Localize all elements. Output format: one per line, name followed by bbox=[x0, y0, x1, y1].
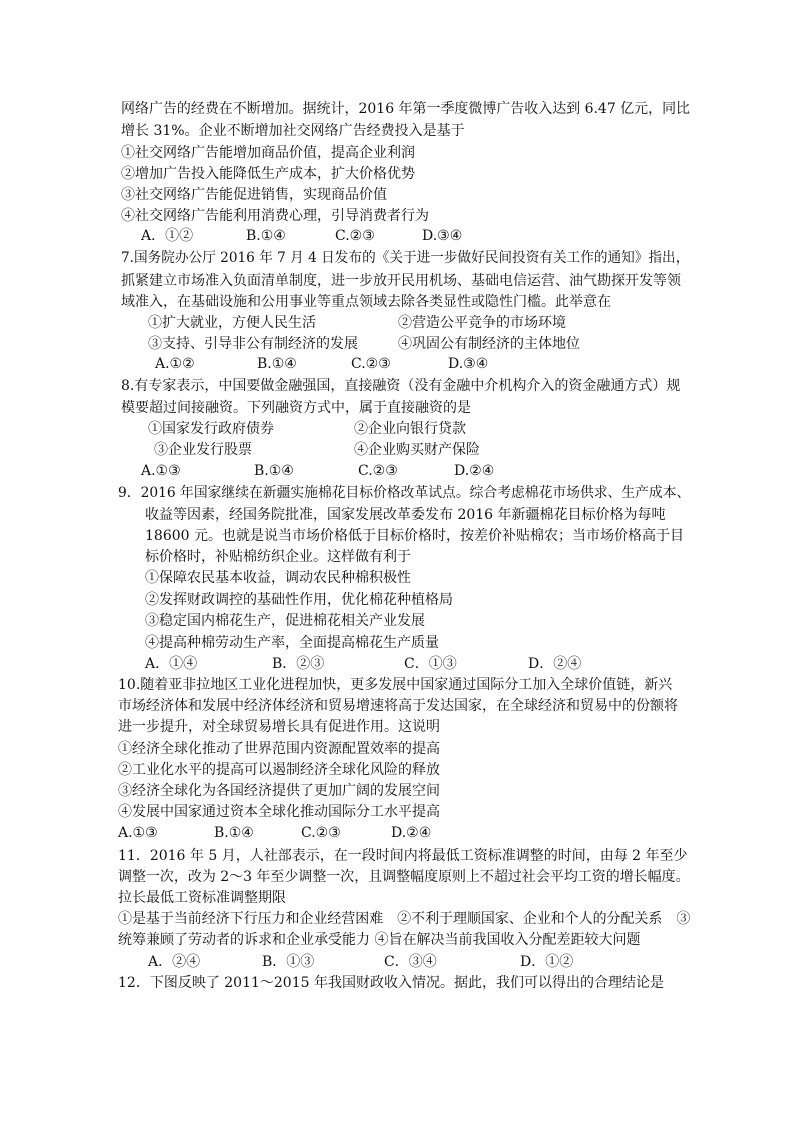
q10-item-3: ③经济全球化为各国经济提供了更加广阔的发展空间 bbox=[118, 783, 440, 799]
q6-option-b: B.①④ bbox=[246, 228, 286, 244]
q8-item-2: ②企业向银行贷款 bbox=[354, 421, 466, 437]
q10-stem-line-2: 市场经济体和发展中经济体经济和贸易增速将高于发达国家，在全球经济和贸易中的份额将 bbox=[118, 698, 678, 714]
q8-option-a: A.①③ bbox=[141, 463, 181, 479]
q11-option-a: A．②④ bbox=[148, 954, 201, 970]
q8-stem-line-2: 模要超过间接融资。下列融资方式中，属于直接融资的是 bbox=[121, 400, 471, 416]
q9-option-c: C．①③ bbox=[404, 656, 457, 672]
q8-item-1: ①国家发行政府债券 bbox=[148, 421, 274, 437]
q11-option-d: D．①② bbox=[520, 954, 574, 970]
q8-option-b: B.①④ bbox=[254, 463, 294, 479]
q6-item-1: ①社交网络广告能增加商品价值，提高企业利润 bbox=[121, 145, 415, 161]
q9-option-d: D．②④ bbox=[528, 656, 582, 672]
q7-option-d: D.③④ bbox=[448, 356, 489, 372]
q11-option-b: B．①③ bbox=[262, 954, 315, 970]
q12-stem-line-1: 12．下图反映了 2011～2015 年我国财政收入情况。据此，我们可以得出的合理结论是 bbox=[118, 975, 664, 991]
q9-stem-line-3: 18600 元。也就是说当市场价格低于目标价格时，按差价补贴棉农；当市场价格高于目 bbox=[145, 528, 684, 544]
q10-item-2: ②工业化水平的提高可以遏制经济全球化风险的释放 bbox=[118, 762, 440, 778]
q9-option-b: B．②③ bbox=[272, 656, 325, 672]
q6-stem-line-2: 增长 31%。企业不断增加社交网络广告经费投入是基于 bbox=[121, 123, 465, 139]
q10-item-1: ①经济全球化推动了世界范围内资源配置效率的提高 bbox=[118, 741, 440, 757]
q7-item-4: ④巩固公有制经济的主体地位 bbox=[398, 336, 580, 352]
q11-stem-line-2: 调整一次，改为 2～3 年至少调整一次，且调整幅度原则上不超过社会平均工资的增长幅度。 bbox=[118, 869, 690, 885]
q8-stem-line-1: 8.有专家表示，中国要做金融强国，直接融资（没有金融中介机构介入的资金融通方式）规 bbox=[121, 378, 681, 394]
q7-stem-line-1: 7.国务院办公厅 2016 年 7 月 4 日发布的《关于进一步做好民间投资有关工作的通知》指出， bbox=[121, 250, 690, 266]
q9-stem-line-1: 9．2016 年国家继续在新疆实施棉花目标价格改革试点。综合考虑棉花市场供求、生产成本、 bbox=[118, 485, 691, 501]
q11-items-line-1: ①是基于当前经济下行压力和企业经营困难 ②不利于理顺国家、企业和个人的分配关系 ③ bbox=[118, 911, 691, 927]
q6-item-2: ②增加广告投入能降低生产成本，扩大价格优势 bbox=[121, 166, 415, 182]
q7-item-2: ②营造公平竞争的市场环境 bbox=[398, 315, 566, 331]
q10-option-b: B.①④ bbox=[214, 825, 254, 841]
q7-stem-line-3: 域准入，在基础设施和公用事业等重点领域去除各类显性或隐性门槛。此举意在 bbox=[121, 294, 611, 310]
q6-stem-line-1: 网络广告的经费在不断增加。据统计，2016 年第一季度微博广告收入达到 6.47 亿元，同比 bbox=[121, 101, 691, 117]
q6-option-a: A．①② bbox=[141, 228, 194, 244]
q6-item-4: ④社交网络广告能利用消费心理，引导消费者行为 bbox=[121, 208, 429, 224]
q11-stem-line-3: 拉长最低工资标准调整期限 bbox=[118, 890, 286, 906]
q10-stem-line-1: 10.随着亚非拉地区工业化进程加快，更多发展中国家通过国际分工加入全球价值链，新兴 bbox=[118, 677, 673, 693]
q6-option-d: D.③④ bbox=[422, 228, 463, 244]
q10-stem-line-3: 进一步提升，对全球贸易增长具有促进作用。这说明 bbox=[118, 719, 440, 735]
q9-stem-line-4: 标价格时，补贴棉纺织企业。这样做有利于 bbox=[145, 549, 411, 565]
q8-item-4: ④企业购买财产保险 bbox=[354, 442, 480, 458]
q9-stem-line-2: 收益等因素，经国务院批准，国家发展改革委发布 2016 年新疆棉花目标价格为每吨 bbox=[145, 507, 666, 523]
q9-item-4: ④提高种棉劳动生产率，全面提高棉花生产质量 bbox=[145, 635, 439, 651]
q10-option-d: D.②④ bbox=[391, 825, 432, 841]
q9-item-1: ①保障农民基本收益，调动农民种棉积极性 bbox=[145, 570, 411, 586]
q11-items-line-2: 统筹兼顾了劳动者的诉求和企业承受能力 ④旨在解决当前我国收入分配差距较大问题 bbox=[118, 932, 641, 948]
q9-item-3: ③稳定国内棉花生产，促进棉花相关产业发展 bbox=[145, 613, 425, 629]
q8-option-d: D.②④ bbox=[454, 463, 495, 479]
q7-item-1: ①扩大就业，方便人民生活 bbox=[148, 315, 316, 331]
q10-option-c: C.②③ bbox=[301, 825, 341, 841]
q10-item-4: ④发展中国家通过资本全球化推动国际分工水平提高 bbox=[118, 804, 440, 820]
q6-option-c: C.②③ bbox=[335, 228, 375, 244]
q11-stem-line-1: 11．2016 年 5 月，人社部表示，在一段时间内将最低工资标准调整的时间，由每 2 年至少 bbox=[118, 848, 688, 864]
q10-option-a: A.①③ bbox=[118, 825, 158, 841]
q6-item-3: ③社交网络广告能促进销售，实现商品价值 bbox=[121, 187, 387, 203]
q7-option-c: C.②③ bbox=[351, 356, 391, 372]
q11-option-c: C．③④ bbox=[384, 954, 437, 970]
q7-option-a: A.①② bbox=[155, 356, 195, 372]
q8-option-c: C.②③ bbox=[358, 463, 398, 479]
q9-item-2: ②发挥财政调控的基础性作用，优化棉花种植格局 bbox=[145, 592, 453, 608]
q7-option-b: B.①④ bbox=[257, 356, 297, 372]
q7-item-3: ③支持、引导非公有制经济的发展 bbox=[148, 336, 358, 352]
q7-stem-line-2: 抓紧建立市场准入负面清单制度，进一步放开民用机场、基础电信运营、油气勘探开发等领 bbox=[121, 273, 681, 289]
q9-option-a: A．①④ bbox=[145, 656, 198, 672]
q8-item-3: ③企业发行股票 bbox=[154, 442, 252, 458]
